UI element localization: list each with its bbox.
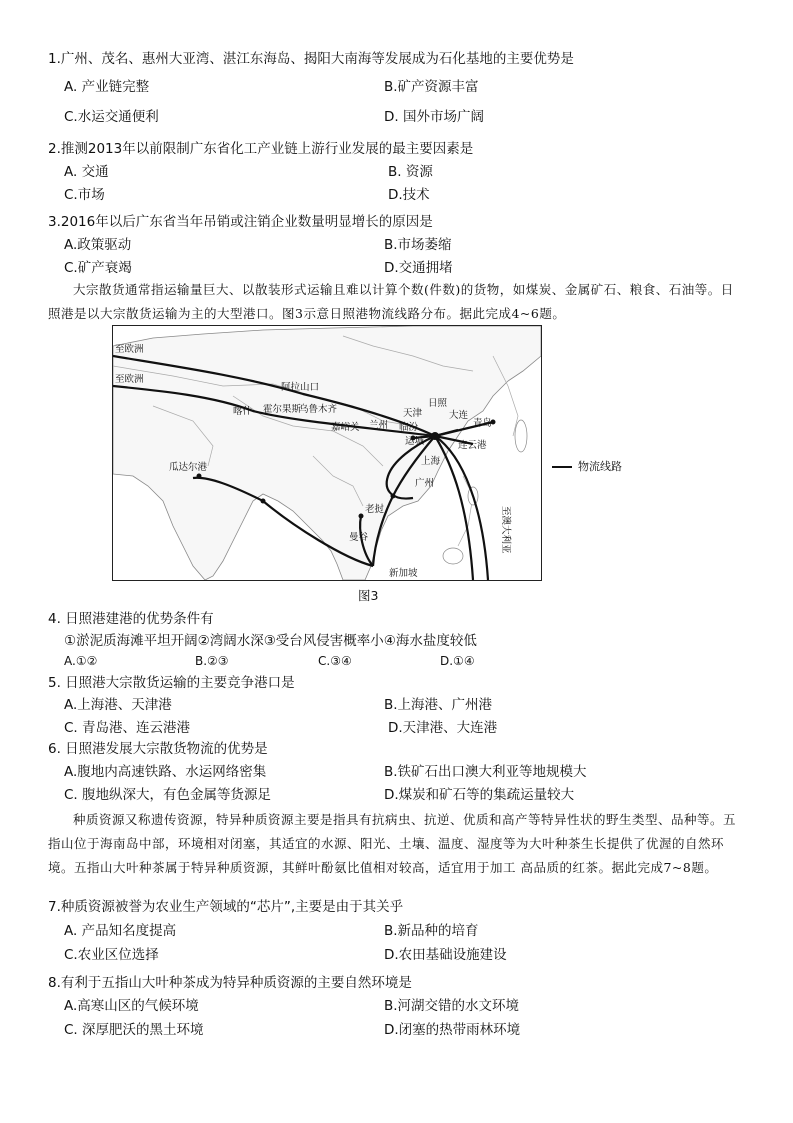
q2-option-d: D.技术	[388, 187, 430, 203]
label-dalian: 大连	[449, 410, 469, 421]
q1-stem: 1.广州、茂名、惠州大亚湾、湛江东海岛、揭阳大南海等发展成为石化基地的主要优势是	[48, 51, 574, 67]
label-qingdao: 青岛	[473, 418, 493, 429]
q4-option-b: B.②③	[195, 654, 229, 668]
q7-option-d: D.农田基础设施建设	[384, 947, 507, 963]
label-kashgar: 喀什	[233, 406, 253, 417]
q6-option-d: D.煤炭和矿石等的集疏运量较大	[384, 787, 575, 803]
q5-option-b: B.上海港、广州港	[384, 697, 493, 713]
passage-germplasm: 种质资源又称遗传资源，特异种质资源主要是指具有抗病虫、抗逆、优质和高产等特异性状的野生类型、品种等。五指山位于海南岛中部，环境相对闭塞，其适宜的水源、阳光、土壤、温度、湿度等为大叶种茶生长提供了优渥的自然环境。五指山大叶种茶属于特异种质资源，其鲜叶酚氨比值相对较高，适宜用于加工 高品质的红茶。据此完成7~8题。	[48, 812, 737, 875]
label-lanzhou: 兰州	[369, 420, 389, 431]
logistics-map	[112, 325, 542, 581]
q8-option-a: A.高寒山区的气候环境	[64, 998, 199, 1014]
q6-option-b: B.铁矿石出口澳大利亚等地规模大	[384, 764, 587, 780]
q4-option-c: C.③④	[318, 654, 352, 668]
q8-option-b: B.河湖交错的水文环境	[384, 998, 520, 1014]
q5-stem: 5. 日照港大宗散货运输的主要竞争港口是	[48, 675, 295, 691]
map-legend	[552, 458, 622, 474]
q1-option-b: B.矿产资源丰富	[384, 79, 479, 95]
q1-option-d: D. 国外市场广阔	[384, 109, 484, 125]
q8-option-d: D.闭塞的热带雨林环境	[384, 1022, 521, 1038]
q2-option-c: C.市场	[64, 187, 105, 203]
legend-line-icon	[552, 466, 572, 468]
q7-option-b: B.新品种的培育	[384, 923, 479, 939]
q8-option-c: C. 深厚肥沃的黑土环境	[64, 1022, 204, 1038]
q4-stem: 4. 日照港建港的优势条件有	[48, 611, 214, 627]
q4-option-a: A.①②	[64, 654, 98, 668]
q5-option-c: C. 青岛港、连云港港	[64, 720, 191, 736]
q3-option-a: A.政策驱动	[64, 237, 132, 253]
label-bangkok: 曼谷	[349, 532, 369, 543]
label-laos: 老挝	[365, 504, 385, 515]
q5-option-d: D.天津港、大连港	[388, 720, 498, 736]
label-singapore: 新加坡	[389, 568, 418, 579]
q3-option-c: C.矿产衰竭	[64, 260, 132, 276]
label-gwadar: 瓜达尔港	[169, 462, 208, 473]
label-urumqi: 乌鲁木齐	[299, 404, 338, 415]
label-to-australia: 至澳大利亚	[500, 506, 511, 554]
label-lianyungang: 连云港	[458, 440, 487, 451]
q3-stem: 3.2016年以后广东省当年吊销或注销企业数量明显增长的原因是	[48, 214, 433, 230]
label-tianjin: 天津	[403, 408, 423, 419]
q3-option-d: D.交通拥堵	[384, 260, 453, 276]
label-jiayuguan: 嘉峪关	[331, 422, 360, 433]
q7-option-c: C.农业区位选择	[64, 947, 159, 963]
q2-option-a: A. 交通	[64, 164, 109, 180]
label-rizhao: 日照	[428, 398, 448, 409]
passage-bulk-cargo: 大宗散货通常指运输量巨大、以散装形式运输且难以计算个数(件数)的货物，如煤炭、金属矿石、粮食、石油等。日照港是以大宗散货运输为主的大型港口。图3示意日照港物流线路分布。据此完成4~6题。	[48, 282, 734, 321]
q6-option-c: C. 腹地纵深大，有色金属等货源足	[64, 787, 272, 803]
q6-stem: 6. 日照港发展大宗散货物流的优势是	[48, 741, 268, 757]
label-yuncheng: 运城	[405, 436, 425, 447]
q1-option-c: C.水运交通便利	[64, 109, 159, 125]
figure-caption: 图3	[358, 588, 379, 603]
q2-stem: 2.推测2013年以前限制广东省化工产业链上游行业发展的最主要因素是	[48, 141, 474, 157]
label-europe-2: 至欧洲	[115, 374, 144, 385]
q5-option-a: A.上海港、天津港	[64, 697, 172, 713]
q2-option-b: B. 资源	[388, 164, 433, 180]
q7-option-a: A. 产品知名度提高	[64, 923, 177, 939]
label-europe-1: 至欧洲	[115, 344, 144, 355]
q3-option-b: B.市场萎缩	[384, 237, 452, 253]
label-shanghai: 上海	[421, 456, 441, 467]
label-guangzhou: 广州	[415, 478, 435, 489]
q1-option-a: A. 产业链完整	[64, 79, 150, 95]
legend-label: 物流线路	[578, 460, 622, 473]
q4-items: ①淤泥质海滩平坦开阔②湾阔水深③受台风侵害概率小④海水盐度较低	[64, 633, 477, 649]
q6-option-a: A.腹地内高速铁路、水运网络密集	[64, 764, 267, 780]
label-horgos: 霍尔果斯	[263, 404, 302, 415]
q4-option-d: D.①④	[440, 654, 475, 668]
label-alashankou: 阿拉山口	[281, 382, 320, 393]
q7-stem: 7.种质资源被誉为农业生产领域的“芯片”,主要是由于其关乎	[48, 899, 404, 915]
label-linfen: 临汾	[399, 422, 419, 433]
q8-stem: 8.有利于五指山大叶种茶成为特异种质资源的主要自然环境是	[48, 975, 412, 991]
